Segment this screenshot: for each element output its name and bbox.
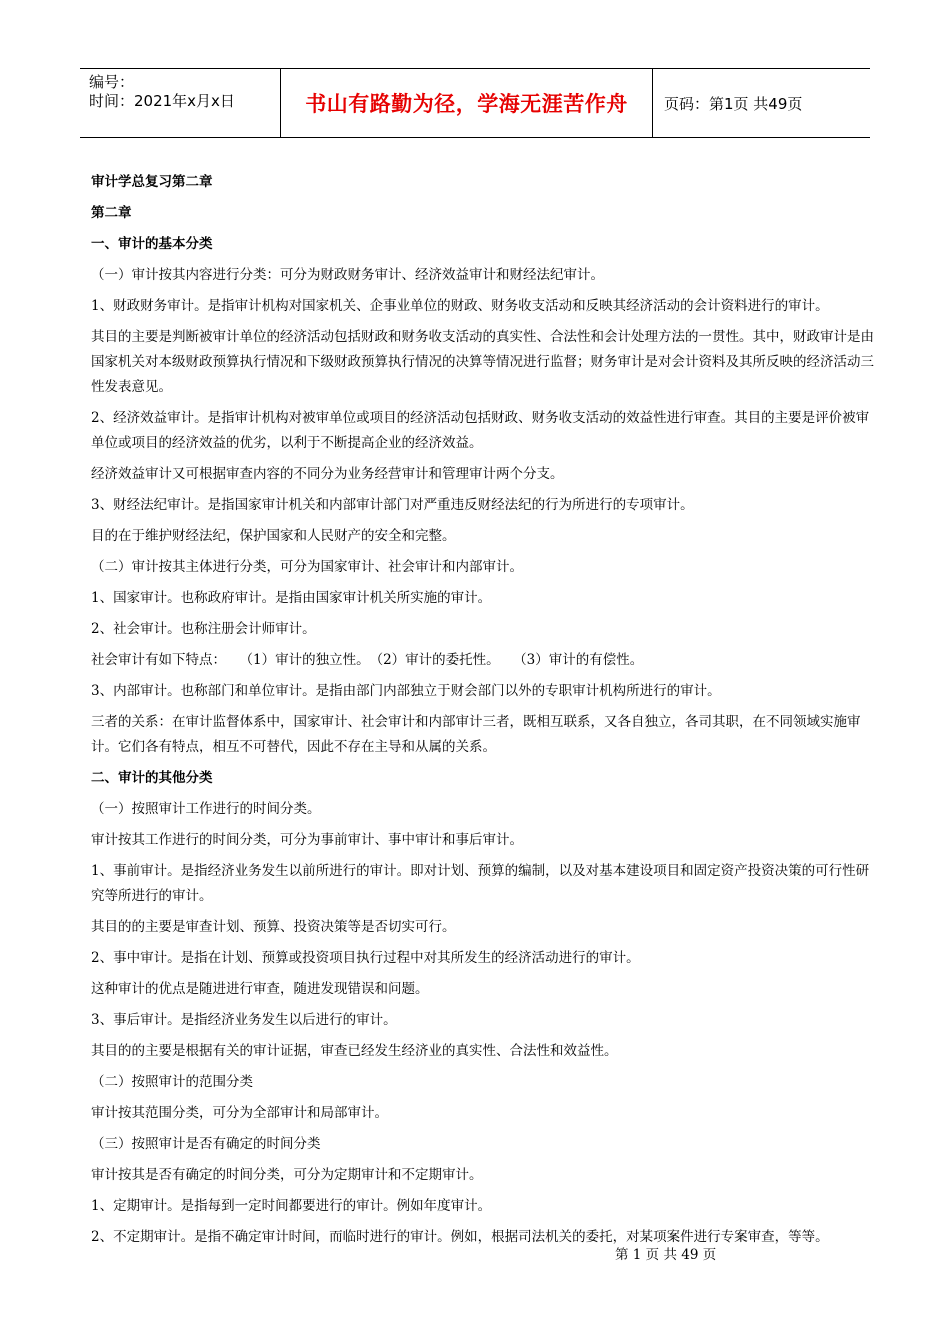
paragraph: 社会审计有如下特点： （1）审计的独立性。 （2）审计的委托性。 （3）审计的有偿性。 — [91, 652, 644, 668]
page-footer — [615, 1245, 716, 1265]
paragraph: 其目的的主要是审查计划、预算、投资决策等是否切实可行。 — [91, 919, 456, 935]
paragraph: 审计按其是否有确定的时间分类，可分为定期审计和不定期审计。 — [91, 1167, 483, 1183]
header-motto: 书山有路勤为径，学海无涯苦作舟 — [305, 92, 628, 116]
paragraph: 目的在于维护财经法纪，保护国家和人民财产的安全和完整。 — [91, 528, 456, 544]
paragraph: 2、不定期审计。是指不确定审计时间，而临时进行的审计。例如，根据司法机关的委托，对某项案件进行专案审查，等等。 — [91, 1229, 829, 1245]
document-number-label: 编号： — [89, 73, 135, 91]
header-page-label: 页码：第1页 共49页 — [664, 94, 803, 113]
paragraph: 3、财经法纪审计。是指国家审计机关和内部审计部门对严重违反财经法纪的行为所进行的专项审计。 — [91, 497, 694, 513]
document-body — [91, 170, 881, 1256]
paragraph: 3、内部审计。也称部门和单位审计。是指由部门内部独立于财会部门以外的专职审计机构所进行的审计。 — [91, 683, 721, 699]
chapter-heading: 第二章 — [91, 205, 132, 221]
paragraph: （一）审计按其内容进行分类：可分为财政财务审计、经济效益审计和财经法纪审计。 — [91, 267, 604, 283]
paragraph: 审计按其工作进行的时间分类，可分为事前审计、事中审计和事后审计。 — [91, 832, 523, 848]
paragraph: 其目的主要是判断被审计单位的经济活动包括财政和财务收支活动的真实性、合法性和会计处理方法的一贯性。其中，财政审计是由国家机关对本级财政预算执行情况和下级财政预算执行情况的决算等情况进行监督；财务审计是对会计资料及其所反映的经济活动三性发表意见。 — [91, 329, 874, 395]
paragraph: 2、社会审计。也称注册会计师审计。 — [91, 621, 316, 637]
paragraph: 三者的关系：在审计监督体系中，国家审计、社会审计和内部审计三者，既相互联系，又各自独立，各司其职，在不同领域实施审计。它们各有特点，相互不可替代，因此不存在主导和从属的关系。 — [91, 714, 861, 755]
section-heading: 一、审计的基本分类 — [91, 236, 213, 252]
paragraph: （一）按照审计工作进行的时间分类。 — [91, 801, 321, 817]
header-left-cell — [80, 69, 281, 137]
header-page-cell — [653, 69, 870, 137]
document-title: 审计学总复习第二章 — [91, 174, 213, 190]
paragraph: 3、事后审计。是指经济业务发生以后进行的审计。 — [91, 1012, 397, 1028]
paragraph: 经济效益审计又可根据审查内容的不同分为业务经营审计和管理审计两个分支。 — [91, 466, 564, 482]
paragraph: （二）按照审计的范围分类 — [91, 1074, 253, 1090]
paragraph: 1、事前审计。是指经济业务发生以前所进行的审计。即对计划、预算的编制，以及对基本建设项目和固定资产投资决策的可行性研究等所进行的审计。 — [91, 863, 870, 904]
paragraph: （三）按照审计是否有确定的时间分类 — [91, 1136, 321, 1152]
page-header — [80, 68, 870, 138]
document-time-label: 时间：2021年x月x日 — [89, 92, 235, 110]
footer-page-number: 第 1 页 共 49 页 — [615, 1247, 717, 1263]
paragraph: 2、事中审计。是指在计划、预算或投资项目执行过程中对其所发生的经济活动进行的审计。 — [91, 950, 640, 966]
paragraph: 其目的的主要是根据有关的审计证据，审查已经发生经济业的真实性、合法性和效益性。 — [91, 1043, 618, 1059]
paragraph: 这种审计的优点是随进进行审查，随进发现错误和问题。 — [91, 981, 429, 997]
paragraph: 审计按其范围分类，可分为全部审计和局部审计。 — [91, 1105, 388, 1121]
section-heading: 二、审计的其他分类 — [91, 770, 213, 786]
header-motto-cell — [281, 69, 653, 137]
paragraph: 1、国家审计。也称政府审计。是指由国家审计机关所实施的审计。 — [91, 590, 492, 606]
paragraph: 1、财政财务审计。是指审计机构对国家机关、企事业单位的财政、财务收支活动和反映其经济活动的会计资料进行的审计。 — [91, 298, 829, 314]
paragraph: 1、定期审计。是指每到一定时间都要进行的审计。例如年度审计。 — [91, 1198, 492, 1214]
paragraph: （二）审计按其主体进行分类，可分为国家审计、社会审计和内部审计。 — [91, 559, 523, 575]
paragraph: 2、经济效益审计。是指审计机构对被审单位或项目的经济活动包括财政、财务收支活动的效益性进行审查。其目的主要是评价被审单位或项目的经济效益的优劣，以利于不断提高企业的经济效益。 — [91, 410, 870, 451]
